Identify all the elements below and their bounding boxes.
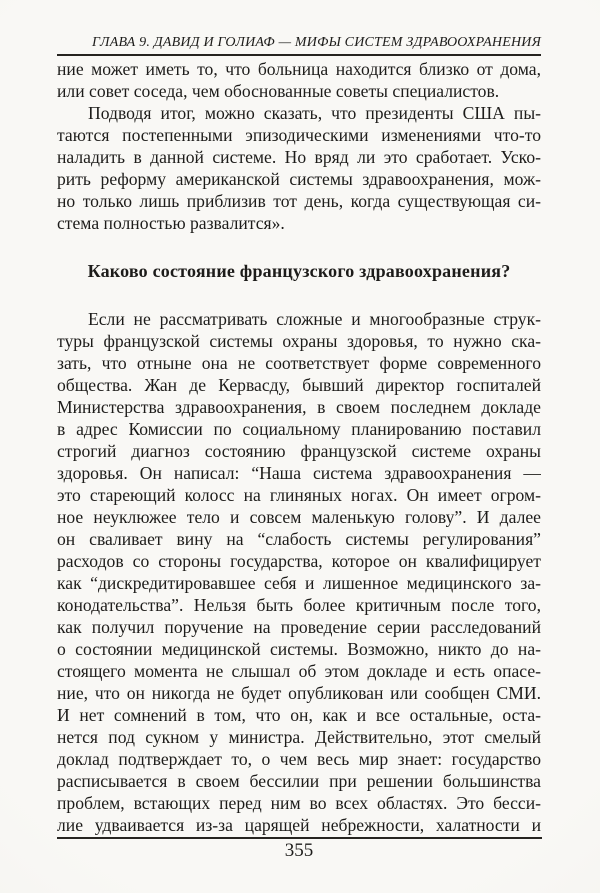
text-line: рить реформу американской системы здравоохранения, мож- (57, 169, 541, 189)
text-line: Министерства здравоохранения, в своем последнем докладе (57, 397, 541, 417)
text-line: конодательства”. Нельзя быть более критичным после того, (57, 595, 541, 615)
section-heading: Каково состояние французского здравоохранения? (87, 261, 511, 281)
text-line: таются постепенными эпизодическими изменениями что-то (57, 125, 541, 145)
text-line: это стареющий колосс на глиняных ногах. Он имеет огром- (57, 485, 541, 505)
text-line: здоровья. Он написал: “Наша система здравоохранения — (57, 463, 541, 483)
text-line: расходов со стороны государства, которое он квалифицирует (57, 551, 541, 571)
footer-rule (57, 837, 542, 839)
text-line: расписывается в своем бессилии при решении большинства (57, 771, 541, 791)
paragraph (57, 58, 541, 102)
text-line: как “дискредитировавшее себя и лишенное медицинского за- (57, 573, 541, 593)
text-line: ние, что он никогда не будет опубликован или сообщен СМИ. (57, 683, 541, 703)
paragraph (57, 102, 541, 234)
text-line: он сваливает вину на “слабость системы регулирования” (57, 529, 541, 549)
text-line: но только лишь приблизив тот день, когда существующая си- (57, 191, 541, 211)
text-line: в адрес Комиссии по социальному планированию поставил (57, 419, 541, 439)
page-body (57, 58, 541, 836)
text-line: лие удваивается из-за царящей небрежности, халатности и (57, 815, 541, 835)
text-line: доклад подтверждает то, о чем весь мир знает: государство (57, 749, 541, 769)
running-header-title: ГЛАВА 9. ДАВИД И ГОЛИАФ — МИФЫ СИСТЕМ ЗДРАВООХРАНЕНИЯ (92, 35, 541, 50)
text-line: общества. Жан де Кервасду, бывший директор госпиталей (57, 375, 541, 395)
text-line: стема полностью развалится». (57, 213, 285, 233)
text-line: как получил поручение на проведение серии расследований (57, 617, 541, 637)
text-line: проблем, встающих перед ним во всех областях. Это бесси- (57, 793, 541, 813)
text-line: Подводя итог, можно сказать, что президенты США пы- (88, 103, 541, 123)
text-line: или совет соседа, чем обоснованные советы специалистов. (57, 81, 500, 101)
text-line: туры французской системы охраны здоровья, то нужно ска- (57, 331, 541, 351)
text-line: Если не рассматривать сложные и многообразные струк- (88, 309, 541, 329)
text-line: о состоянии медицинской системы. Возможно, никто до на- (57, 639, 541, 659)
running-header (57, 35, 541, 56)
paragraph (57, 308, 541, 836)
text-line: нется под сукном у министра. Действительно, этот смелый (57, 727, 541, 747)
text-line: И нет сомнений в том, что он, как и все остальные, оста- (57, 705, 541, 725)
text-line: ное неуклюжее тело и совсем маленькую голову”. И далее (57, 507, 541, 527)
text-line: ние может иметь то, что больница находится близко от дома, (57, 59, 541, 79)
text-line: стоящего момента не слышал об этом докладе и есть опасе- (57, 661, 541, 681)
text-line: строгий диагноз состоянию французской системе охраны (57, 441, 541, 461)
text-line: наладить в данной системе. Но вряд ли это сработает. Уско- (57, 147, 541, 167)
text-line: зать, что отныне она не соответствует форме современного (57, 353, 541, 373)
page-number: 355 (284, 840, 314, 861)
